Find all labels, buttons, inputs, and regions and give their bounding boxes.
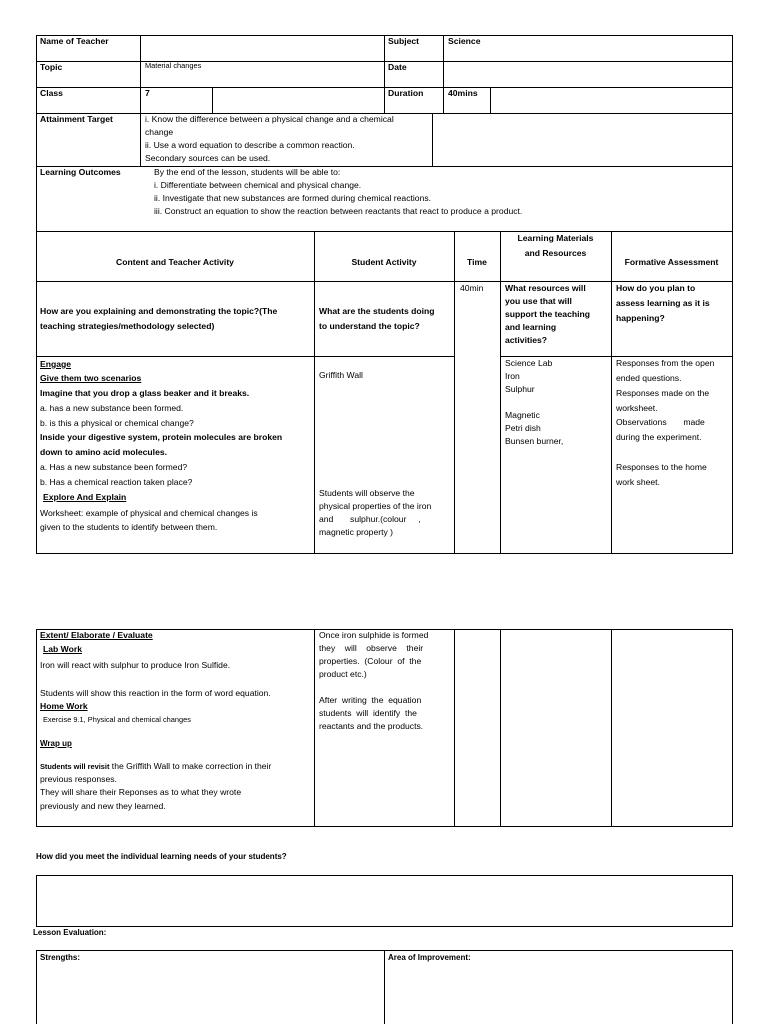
lab-work-text: Iron will react with sulphur to produce Iron Sulfide. bbox=[40, 660, 231, 670]
teacher-name-label: Name of Teacher bbox=[40, 36, 109, 46]
materials-question-2: you use that will bbox=[505, 296, 572, 306]
scenario-1a: a. has a new substance been formed. bbox=[40, 403, 184, 413]
student-observe-2: physical properties of the iron bbox=[319, 501, 432, 511]
learning-needs-question: How did you meet the individual learning needs of your students? bbox=[36, 852, 287, 861]
strengths-label: Strengths: bbox=[40, 953, 80, 962]
subject-label: Subject bbox=[388, 36, 420, 46]
materials-question-3: support the teaching bbox=[505, 309, 590, 319]
material-item-2: Iron bbox=[505, 371, 520, 381]
attainment-label: Attainment Target bbox=[40, 114, 113, 124]
subject-value: Science bbox=[448, 36, 481, 46]
material-item-7: Bunsen burner, bbox=[505, 436, 564, 446]
outcomes-line-3: ii. Investigate that new substances are formed during chemical reactions. bbox=[154, 193, 432, 203]
attainment-line-4: Secondary sources can be used. bbox=[145, 153, 271, 163]
material-item-3: Sulphur bbox=[505, 384, 535, 394]
scenario-2-line-2: down to amino acid molecules. bbox=[40, 447, 168, 457]
student-griffith-wall: Griffith Wall bbox=[319, 370, 363, 380]
outcomes-line-2: i. Differentiate between chemical and physical change. bbox=[154, 180, 362, 190]
engage-title: Engage bbox=[40, 359, 72, 369]
col-assessment-header: Formative Assessment bbox=[624, 257, 719, 267]
scenario-2a: a. Has a new substance been formed? bbox=[40, 462, 188, 472]
attainment-line-2: change bbox=[145, 127, 174, 137]
assessment-item-3: Responses made on the bbox=[616, 388, 710, 398]
attainment-line-1: i. Know the difference between a physical change and a chemical bbox=[145, 114, 394, 124]
scenario-1: Imagine that you drop a glass beaker and it breaks. bbox=[40, 388, 250, 398]
topic-value: Material changes bbox=[145, 61, 202, 70]
student-observe-3: and sulphur.(colour , bbox=[319, 514, 421, 524]
topic-label: Topic bbox=[40, 62, 63, 72]
revisit-line-1 bbox=[40, 760, 271, 773]
student-observe-1: Students will observe the bbox=[319, 488, 415, 498]
outcomes-line-4: iii. Construct an equation to show the reaction between reactants that react to produce a product. bbox=[154, 206, 523, 216]
class-label: Class bbox=[40, 88, 63, 98]
student-question-2: to understand the topic? bbox=[319, 321, 420, 331]
scenario-2b: b. Has a chemical reaction taken place? bbox=[40, 477, 193, 487]
assessment-item-6: during the experiment. bbox=[616, 432, 702, 442]
materials-question-5: activities? bbox=[505, 335, 548, 345]
worksheet-line-2: given to the students to identify between them. bbox=[40, 522, 218, 532]
revisit-line-2: previous responses. bbox=[40, 774, 117, 784]
share-line-2: previously and new they learned. bbox=[40, 801, 166, 811]
share-line-1: They will share their Reponses as to what they wrote bbox=[40, 787, 242, 797]
assessment-item-8: Responses to the home bbox=[616, 462, 707, 472]
material-item-1: Science Lab bbox=[505, 358, 553, 368]
scenario-1b: b. is this a physical or chemical change? bbox=[40, 418, 194, 428]
date-label: Date bbox=[388, 62, 407, 72]
assessment-item-5: Observations made bbox=[616, 417, 705, 427]
content-question-1: How are you explaining and demonstrating the topic?(The bbox=[40, 306, 278, 316]
improvement-cell[interactable] bbox=[385, 965, 731, 1024]
student-observe-4: magnetic property ) bbox=[319, 527, 394, 537]
assessment-question-2: assess learning as it is bbox=[616, 298, 710, 308]
improvement-label: Area of Improvement: bbox=[388, 953, 471, 962]
student-extend-a1: Once iron sulphide is formed bbox=[319, 630, 429, 640]
assessment-question-1: How do you plan to bbox=[616, 283, 696, 293]
assessment-item-4: worksheet. bbox=[616, 403, 658, 413]
explore-title: Explore And Explain bbox=[43, 492, 127, 502]
scenarios-title: Give them two scenarios bbox=[40, 373, 142, 383]
duration-value: 40mins bbox=[448, 88, 478, 98]
wrap-up-title: Wrap up bbox=[40, 739, 72, 748]
student-extend-b1: After writing the equation bbox=[319, 695, 422, 705]
revisit-bold: Students will revisit bbox=[40, 762, 110, 771]
student-extend-b2: students will identify the bbox=[319, 708, 417, 718]
revisit-rest: the Griffith Wall to make correction in their bbox=[109, 761, 272, 771]
student-question-1: What are the students doing bbox=[319, 306, 435, 316]
student-extend-a2: they will observe their bbox=[319, 643, 424, 653]
col-content-header: Content and Teacher Activity bbox=[116, 257, 234, 267]
assessment-question-3: happening? bbox=[616, 313, 665, 323]
extend-title: Extent/ Elaborate / Evaluate bbox=[40, 630, 153, 640]
exercise-text: Exercise 9.1, Physical and chemical changes bbox=[43, 715, 191, 724]
duration-label: Duration bbox=[388, 88, 424, 98]
strengths-cell[interactable] bbox=[37, 965, 383, 1024]
material-item-6: Petri dish bbox=[505, 423, 541, 433]
class-value: 7 bbox=[145, 88, 150, 98]
outcomes-line-1: By the end of the lesson, students will be able to: bbox=[154, 167, 341, 177]
content-question-2: teaching strategies/methodology selected) bbox=[40, 321, 215, 331]
scenario-2-line-1: Inside your digestive system, protein molecules are broken bbox=[40, 432, 283, 442]
outcomes-label: Learning Outcomes bbox=[40, 167, 121, 177]
assessment-item-9: work sheet. bbox=[616, 477, 660, 487]
home-work-title: Home Work bbox=[40, 701, 88, 711]
assessment-item-2: ended questions. bbox=[616, 373, 682, 383]
col-materials-header-1: Learning Materials bbox=[517, 233, 594, 243]
col-materials-header-2: and Resources bbox=[524, 248, 587, 258]
student-extend-b3: reactants and the products. bbox=[319, 721, 424, 731]
time-value: 40min bbox=[460, 283, 484, 293]
attainment-line-3: ii. Use a word equation to describe a common reaction. bbox=[145, 140, 355, 150]
learning-needs-box[interactable] bbox=[36, 875, 733, 927]
worksheet-line-1: Worksheet: example of physical and chemical changes is bbox=[40, 508, 258, 518]
materials-question-1: What resources will bbox=[505, 283, 586, 293]
material-item-5: Magnetic bbox=[505, 410, 540, 420]
assessment-item-1: Responses from the open bbox=[616, 358, 715, 368]
col-time-header: Time bbox=[467, 257, 487, 267]
word-equation-text: Students will show this reaction in the form of word equation. bbox=[40, 688, 271, 698]
lab-work-title: Lab Work bbox=[43, 644, 82, 654]
col-student-header: Student Activity bbox=[351, 257, 417, 267]
lesson-evaluation-label: Lesson Evaluation: bbox=[33, 928, 107, 937]
student-extend-a3: properties. (Colour of the bbox=[319, 656, 422, 666]
student-extend-a4: product etc.) bbox=[319, 669, 367, 679]
materials-question-4: and learning bbox=[505, 322, 557, 332]
